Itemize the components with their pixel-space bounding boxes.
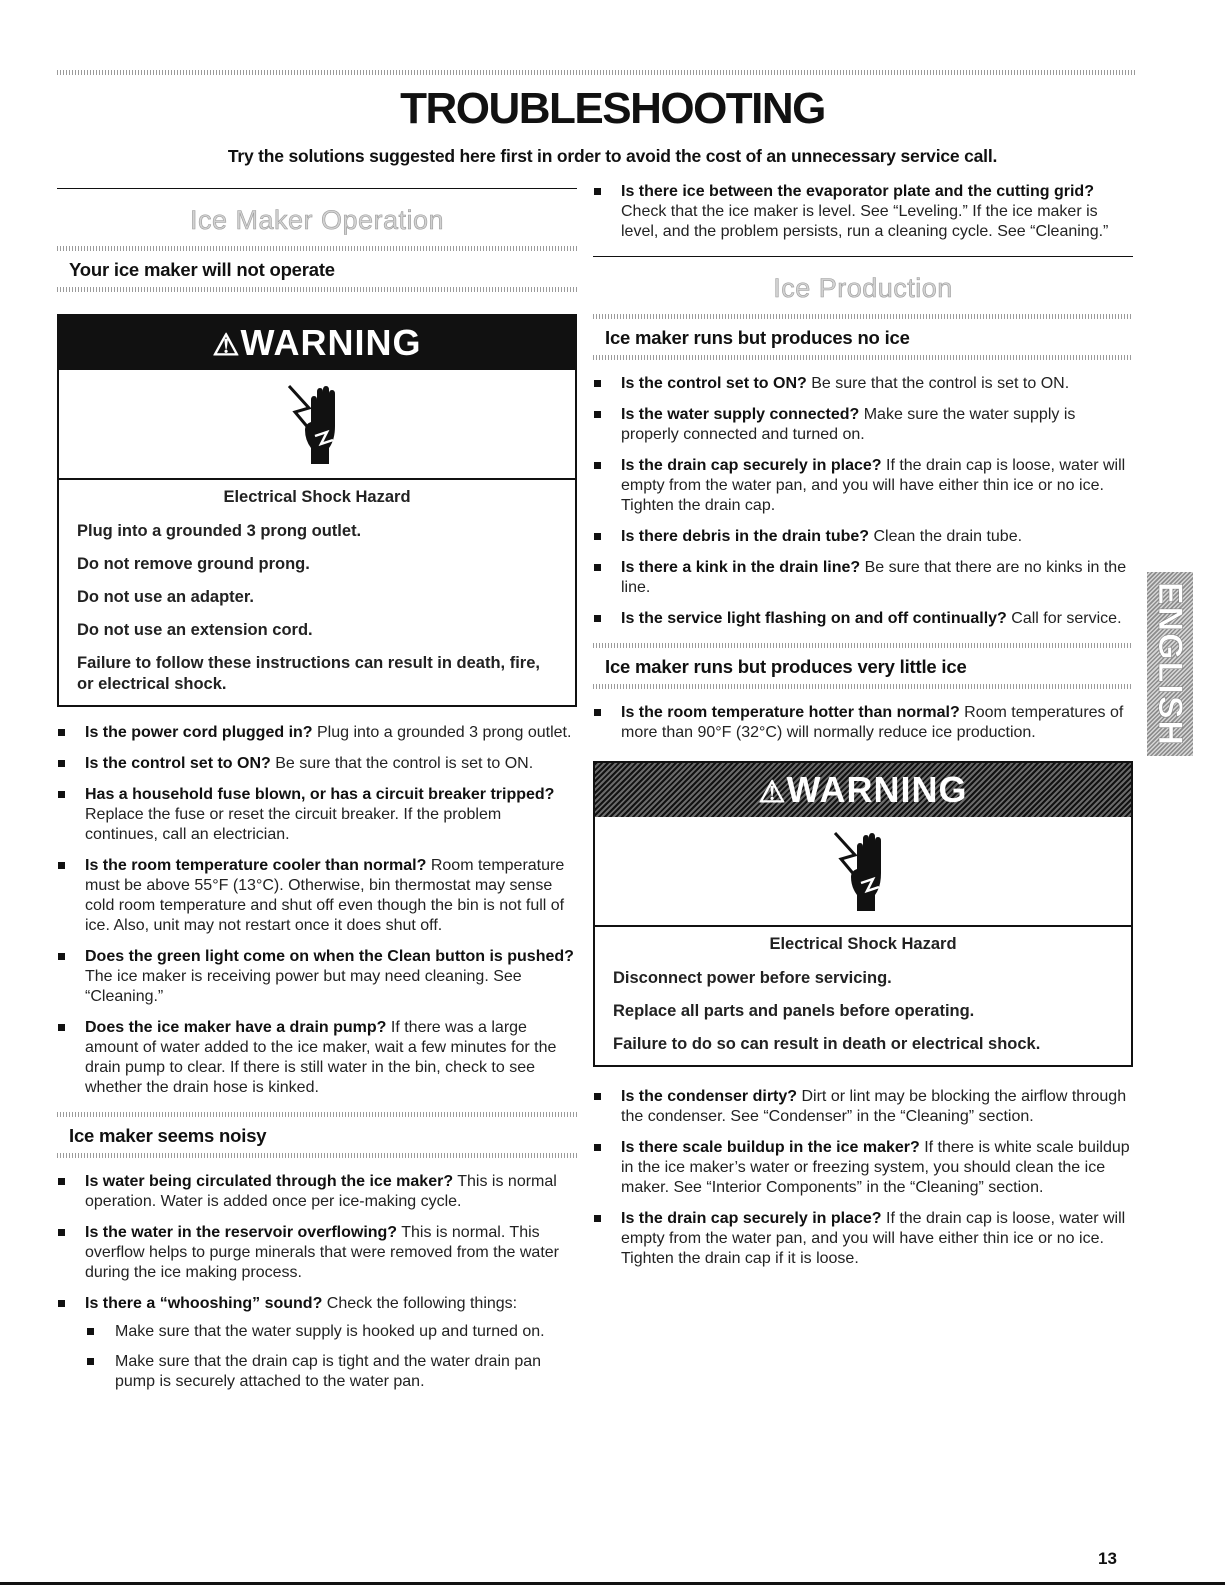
subhead-rule (593, 643, 1133, 648)
page-number: 13 (1098, 1549, 1117, 1568)
list-item: Is there a kink in the drain line? Be sure that there are no kinks in the line. (593, 558, 1133, 598)
warning-line: Disconnect power before servicing. (613, 969, 892, 987)
left-column (57, 188, 577, 1403)
subhead-rule (57, 1112, 577, 1117)
electric-shock-hand-icon (281, 378, 353, 470)
right-column (593, 182, 1133, 1280)
sub-list-item: Make sure that the drain cap is tight and the water drain pan pump is securely attached to the water pan. (85, 1352, 577, 1392)
warning-heading: WARNING (786, 769, 968, 810)
list-little-ice (593, 703, 1133, 743)
list-item: Is the service light flashing on and off continually? Call for service. (593, 609, 1133, 629)
subhead-little-ice: Ice maker runs but produces very little ice (605, 656, 967, 677)
warning-icon-area (59, 370, 575, 480)
list-item: Is the room temperature cooler than normal? Room temperature must be above 55°F (13°C). Otherwise, bin thermostat may sense cold room temperature and shut off even though the bin is not full of ice. Also, unit may not restart once it does shut off. (57, 856, 577, 936)
warning-box-2 (593, 761, 1133, 1067)
warning-line: Failure to do so can result in death or electrical shock. (613, 1035, 1041, 1053)
language-side-tab (1147, 572, 1193, 756)
sub-list (85, 1322, 577, 1392)
list-top-right (593, 182, 1133, 242)
warning-triangle-icon: ⚠ (758, 776, 787, 809)
page-title: TROUBLESHOOTING (400, 84, 825, 133)
warning-line: Replace all parts and panels before operating. (613, 1002, 975, 1020)
list-item: Does the ice maker have a drain pump? If there was a large amount of water added to the ice maker, wait a few minutes for the drain pump to clear. If there is still water in the bin, check to see whether the drain hose is kinked. (57, 1018, 577, 1098)
warning-line: Plug into a grounded 3 prong outlet. (77, 522, 362, 540)
warning-triangle-icon: ⚠ (212, 329, 241, 362)
list-item: Is the drain cap securely in place? If the drain cap is loose, water will empty from the water pan, and you will have either thin ice or no ice. Tighten the drain cap. (593, 456, 1133, 516)
list-item: Is the water supply connected? Make sure the water supply is properly connected and turned on. (593, 405, 1133, 445)
subhead-rule (593, 355, 1133, 360)
list-item: Is the water in the reservoir overflowing? This is normal. This overflow helps to purge minerals that were removed from the water during the ice making process. (57, 1223, 577, 1283)
electric-shock-hand-icon (827, 825, 899, 917)
list-little-ice-more (593, 1087, 1133, 1269)
warning-header (59, 316, 575, 370)
section-title-ice-production: Ice Production (773, 273, 953, 303)
list-item: Is the control set to ON? Be sure that the control is set to ON. (593, 374, 1133, 394)
section-rule (593, 256, 1133, 257)
list-item: Is there a “whooshing” sound? Check the following things: Make sure that the water supply is hooked up and turned on. Make sure that the drain cap is tight and the water drain pan pump is securely attached to the water pan. (57, 1294, 577, 1392)
side-tab-label: ENGLISH (1151, 581, 1190, 747)
subhead-no-ice: Ice maker runs but produces no ice (605, 327, 910, 348)
section-rule (57, 188, 577, 189)
warning-heading: WARNING (240, 322, 422, 363)
warning-body (59, 480, 575, 705)
warning-line: Do not use an adapter. (77, 588, 254, 606)
section-title-ice-maker-operation: Ice Maker Operation (189, 205, 445, 235)
list-item: Is there debris in the drain tube? Clean the drain tube. (593, 527, 1133, 547)
subhead-noisy: Ice maker seems noisy (69, 1125, 267, 1146)
list-no-ice (593, 374, 1133, 629)
warning-icon-area (595, 817, 1131, 927)
list-item: Has a household fuse blown, or has a circuit breaker tripped? Replace the fuse or reset the circuit breaker. If the problem continues, call an electrician. (57, 785, 577, 845)
hazard-title: Electrical Shock Hazard (769, 935, 957, 953)
list-item: Is the power cord plugged in? Plug into a grounded 3 prong outlet. (57, 723, 577, 743)
subhead-rule (57, 246, 577, 251)
list-item: Does the green light come on when the Clean button is pushed? The ice maker is receiving power but may need cleaning. See “Cleaning.” (57, 947, 577, 1007)
subhead-not-operate: Your ice maker will not operate (69, 259, 335, 280)
list-item: Is the room temperature hotter than normal? Room temperatures of more than 90°F (32°C) will normally reduce ice production. (593, 703, 1133, 743)
list-item: Is water being circulated through the ice maker? This is normal operation. Water is added once per ice-making cycle. (57, 1172, 577, 1212)
sub-list-item: Make sure that the water supply is hooked up and turned on. (85, 1322, 577, 1342)
subhead-rule (57, 1153, 577, 1158)
subhead-rule (593, 314, 1133, 319)
list-item: Is the drain cap securely in place? If the drain cap is loose, water will empty from the water pan, and you will have either thin ice or no ice. Tighten the drain cap if it is loose. (593, 1209, 1133, 1269)
list-item: Is there scale buildup in the ice maker? If there is white scale buildup in the ice maker’s water or freezing system, you should clean the ice maker. See “Interior Components” in the “Cleaning” section. (593, 1138, 1133, 1198)
warning-line: Do not use an extension cord. (77, 621, 313, 639)
hazard-title: Electrical Shock Hazard (223, 488, 411, 506)
warning-body (595, 927, 1131, 1065)
subhead-rule (593, 684, 1133, 689)
list-item: Is the condenser dirty? Dirt or lint may be blocking the airflow through the condenser. See “Condenser” in the “Cleaning” section. (593, 1087, 1133, 1127)
list-not-operate (57, 723, 577, 1098)
list-noisy (57, 1172, 577, 1392)
warning-line: Do not remove ground prong. (77, 555, 310, 573)
warning-line: Failure to follow these instructions can result in death, fire, or electrical shock. (77, 654, 540, 693)
warning-header (595, 763, 1131, 817)
top-dotted-rule (57, 70, 1135, 75)
warning-box-1 (57, 314, 577, 707)
list-item: Is the control set to ON? Be sure that the control is set to ON. (57, 754, 577, 774)
list-item: Is there ice between the evaporator plate and the cutting grid? Check that the ice maker is level. See “Leveling.” If the ice maker is level, and the problem persists, run a cleaning cycle. See “Cleaning.” (593, 182, 1133, 242)
subhead-rule (57, 287, 577, 292)
page-subtitle: Try the solutions suggested here first in order to avoid the cost of an unnecessary service call. (227, 146, 998, 166)
